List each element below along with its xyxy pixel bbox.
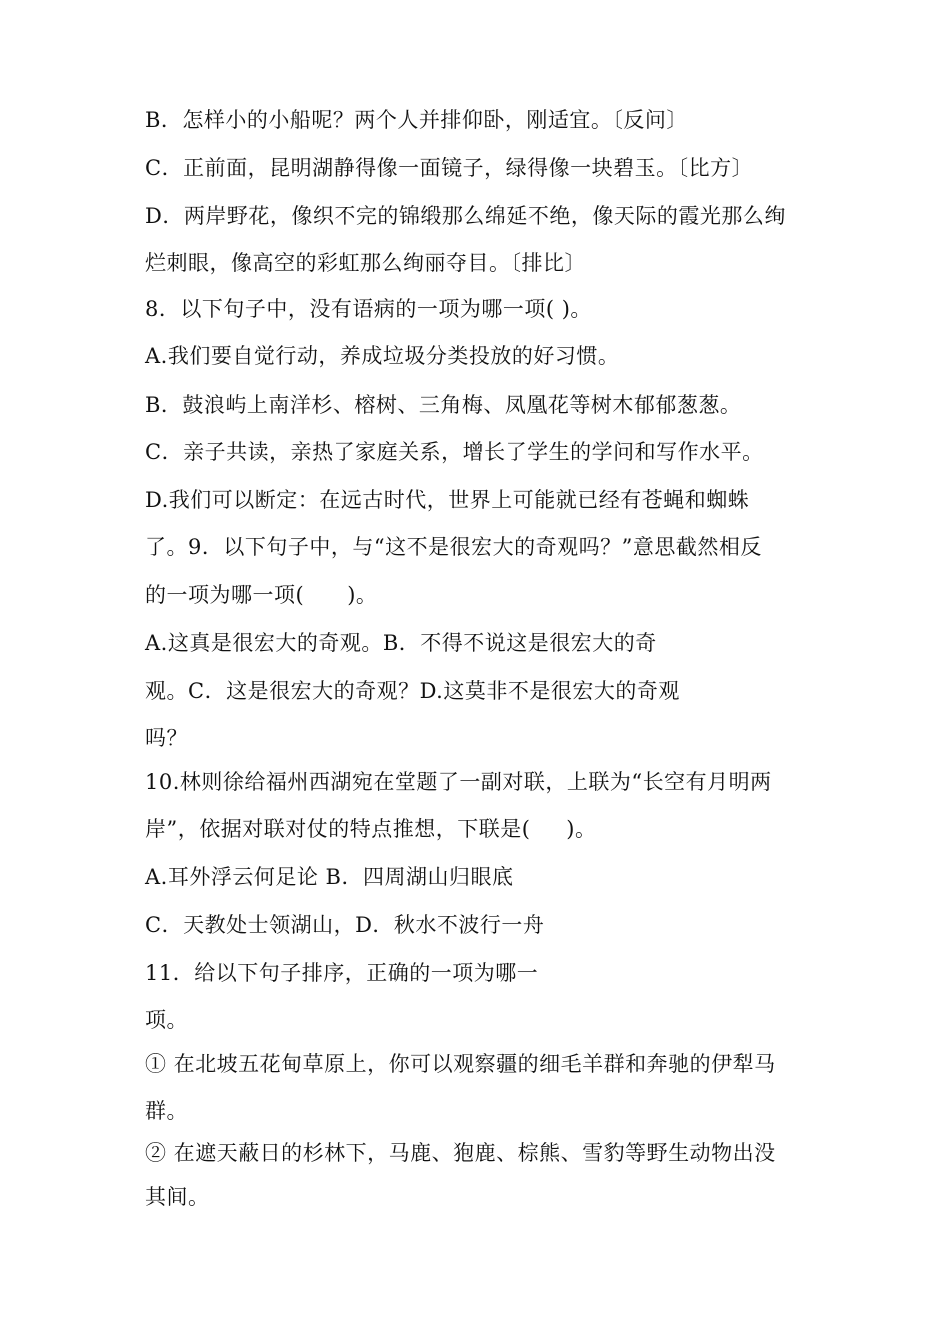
question-10-options-line1: A.耳外浮云何足论 B．四周湖山归眼底: [145, 865, 514, 889]
question-8-option-d: D.我们可以断定：在远古时代，世界上可能就已经有苍蝇和蜘蛛: [145, 488, 750, 512]
option-d-parallelism-line1: D．两岸野花，像织不完的锦缎那么绵延不绝，像天际的霞光那么绚: [145, 204, 786, 228]
question-9-options-line2: 观。C．这是很宏大的奇观？D.这莫非不是很宏大的奇观: [145, 679, 680, 703]
question-9-stem-line1: 了。9．以下句子中，与“这不是很宏大的奇观吗？”意思截然相反: [145, 535, 762, 559]
question-11-stem-line1: 11．给以下句子排序，正确的一项为哪一: [145, 961, 539, 985]
question-9-options-line1: A.这真是很宏大的奇观。B．不得不说这是很宏大的奇: [145, 631, 657, 655]
sentence-1-line1: ① 在北坡五花甸草原上，你可以观察疆的细毛羊群和奔驰的伊犁马: [145, 1052, 776, 1076]
question-10-stem-line1: 10.林则徐给福州西湖宛在堂题了一副对联，上联为“长空有月明两: [145, 770, 772, 794]
sentence-2-line2: 其间。: [145, 1185, 210, 1209]
question-8-option-a: A.我们要自觉行动，养成垃圾分类投放的好习惯。: [145, 344, 620, 368]
question-10-stem-line2: 岸”，依据对联对仗的特点推想，下联是( )。: [145, 817, 597, 841]
question-8-option-c: C．亲子共读，亲热了家庭关系，增长了学生的学问和写作水平。: [145, 440, 764, 464]
option-d-parallelism-line2: 烂刺眼，像高空的彩虹那么绚丽夺目。〔排比〕: [145, 251, 586, 275]
question-9-stem-line2: 的一项为哪一项( )。: [145, 583, 378, 607]
question-10-options-line2: C．天教处士领湖山，D．秋水不波行一舟: [145, 913, 545, 937]
option-c-simile: C．正前面，昆明湖静得像一面镜子，绿得像一块碧玉。〔比方〕: [145, 156, 754, 180]
sentence-2-line1: ② 在遮天蔽日的杉林下，马鹿、狍鹿、棕熊、雪豹等野生动物出没: [145, 1141, 776, 1165]
sentence-1-line2: 群。: [145, 1099, 188, 1123]
question-8-option-b: B．鼓浪屿上南洋杉、榕树、三角梅、凤凰花等树木郁郁葱葱。: [145, 393, 742, 417]
question-11-stem-line2: 项。: [145, 1008, 188, 1032]
question-8-stem: 8．以下句子中，没有语病的一项为哪一项( )。: [145, 297, 592, 321]
option-b-rhetorical-question: B．怎样小的小船呢？两个人并排仰卧，刚适宜。〔反问〕: [145, 108, 688, 132]
question-9-options-line3: 吗？: [145, 726, 188, 750]
